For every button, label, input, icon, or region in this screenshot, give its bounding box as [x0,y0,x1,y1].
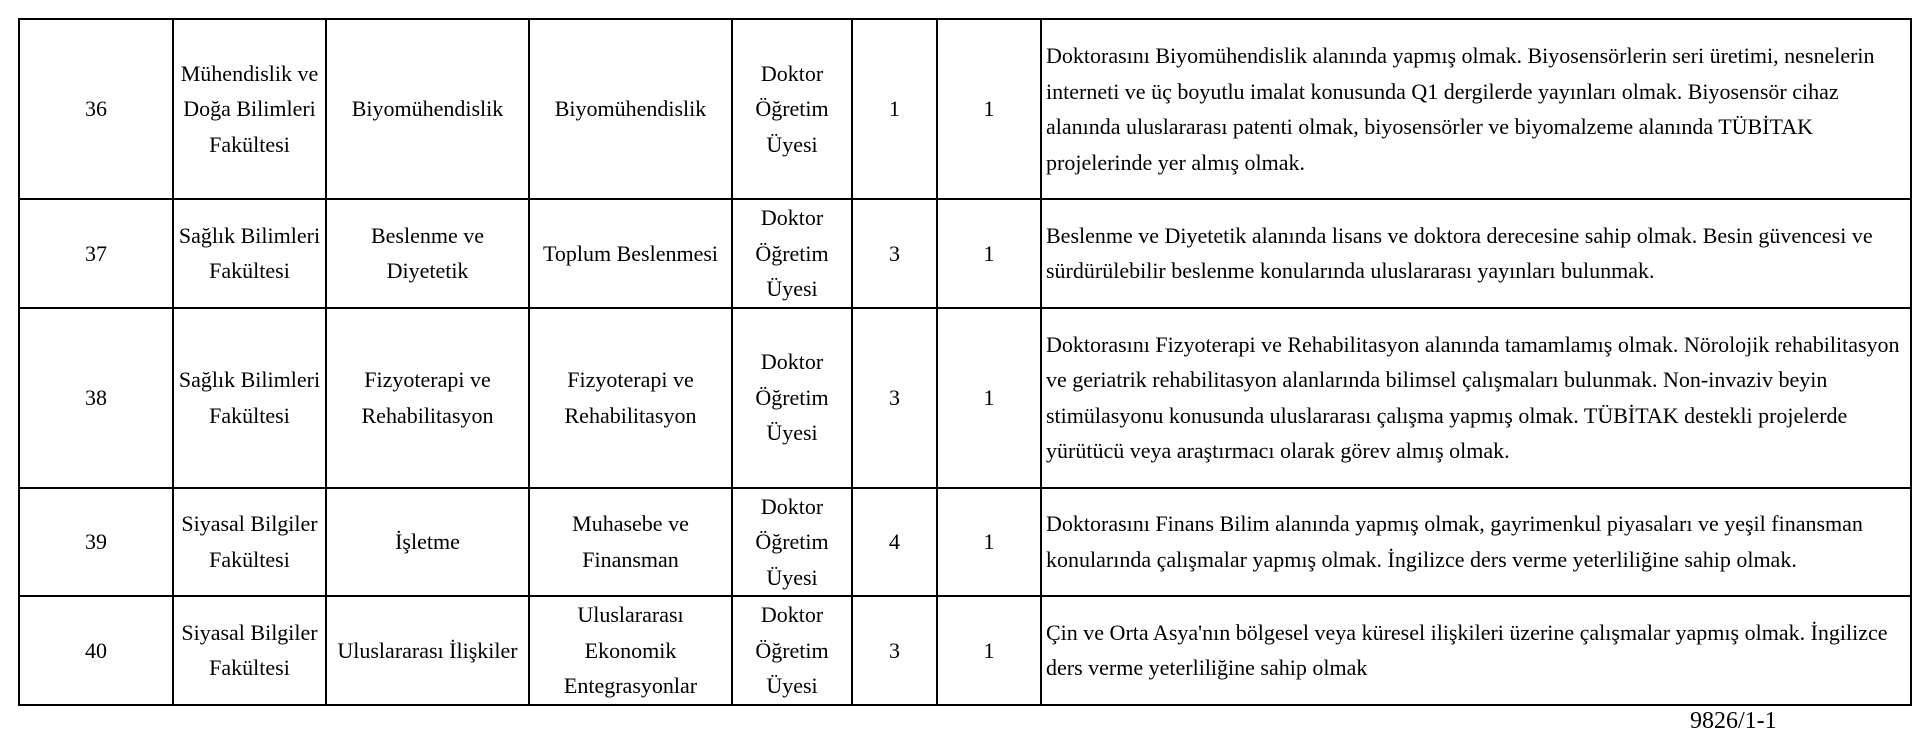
department-cell: Uluslararası İlişkiler [326,596,529,705]
count-cell: 1 [937,308,1041,488]
faculty-cell: Siyasal Bilgiler Fakültesi [173,596,326,705]
degree-cell: 3 [852,199,937,308]
department-cell: Fizyoterapi ve Rehabilitasyon [326,308,529,488]
discipline-cell: Muhasebe ve Finansman [529,488,732,597]
faculty-cell: Sağlık Bilimleri Fakültesi [173,308,326,488]
table-row [19,199,1911,308]
count-cell: 1 [937,199,1041,308]
department-cell: Biyomühendislik [326,19,529,199]
discipline-cell: Biyomühendislik [529,19,732,199]
degree-cell: 4 [852,488,937,597]
requirements-cell: Beslenme ve Diyetetik alanında lisans ve doktora derecesine sahip olmak. Besin güvencesi ve sürdürülebilir beslenme konularında uluslararası yayınları bulunmak. [1041,199,1911,308]
title-cell: Doktor Öğretim Üyesi [732,596,852,705]
row-number: 37 [19,199,173,308]
title-cell: Doktor Öğretim Üyesi [732,199,852,308]
title-cell: Doktor Öğretim Üyesi [732,308,852,488]
table-row [19,596,1911,705]
department-cell: İşletme [326,488,529,597]
row-number: 38 [19,308,173,488]
title-cell: Doktor Öğretim Üyesi [732,488,852,597]
department-cell: Beslenme ve Diyetetik [326,199,529,308]
requirements-cell: Doktorasını Finans Bilim alanında yapmış olmak, gayrimenkul piyasaları ve yeşil finansman konularında çalışmalar yapmış olmak. İngilizce ders verme yeterliliğine sahip olmak. [1041,488,1911,597]
count-cell: 1 [937,596,1041,705]
discipline-cell: Toplum Beslenmesi [529,199,732,308]
discipline-cell: Uluslararası Ekonomik Entegrasyonlar [529,596,732,705]
row-number: 36 [19,19,173,199]
faculty-cell: Siyasal Bilgiler Fakültesi [173,488,326,597]
requirements-cell: Çin ve Orta Asya'nın bölgesel veya küresel ilişkileri üzerine çalışmalar yapmış olmak. İngilizce ders verme yeterliliğine sahip olmak [1041,596,1911,705]
row-number: 39 [19,488,173,597]
degree-cell: 1 [852,19,937,199]
table-row [19,488,1911,597]
document-reference-code: 9826/1-1 [1690,708,1777,734]
faculty-cell: Sağlık Bilimleri Fakültesi [173,199,326,308]
table-row [19,308,1911,488]
requirements-cell: Doktorasını Fizyoterapi ve Rehabilitasyon alanında tamamlamış olmak. Nörolojik rehabilitasyon ve geriatrik rehabilitasyon alanlarında bilimsel çalışmaları bulunmak. Non-invaziv beyin stimülasyonu konusunda uluslararası çalışma yapmış olmak. TÜBİTAK destekli projelerde yürütücü veya araştırmacı olarak görev almış olmak. [1041,308,1911,488]
title-cell: Doktor Öğretim Üyesi [732,19,852,199]
degree-cell: 3 [852,596,937,705]
requirements-cell: Doktorasını Biyomühendislik alanında yapmış olmak. Biyosensörlerin seri üretimi, nesnelerin interneti ve üç boyutlu imalat konusunda Q1 dergilerde yayınları olmak. Biyosensör cihaz alanında uluslararası patenti olmak, biyosensörler ve biyomalzeme alanında TÜBİTAK projelerinde yer almış olmak. [1041,19,1911,199]
table-row [19,19,1911,199]
row-number: 40 [19,596,173,705]
degree-cell: 3 [852,308,937,488]
positions-table [18,18,1912,706]
discipline-cell: Fizyoterapi ve Rehabilitasyon [529,308,732,488]
count-cell: 1 [937,19,1041,199]
count-cell: 1 [937,488,1041,597]
faculty-cell: Mühendislik ve Doğa Bilimleri Fakültesi [173,19,326,199]
